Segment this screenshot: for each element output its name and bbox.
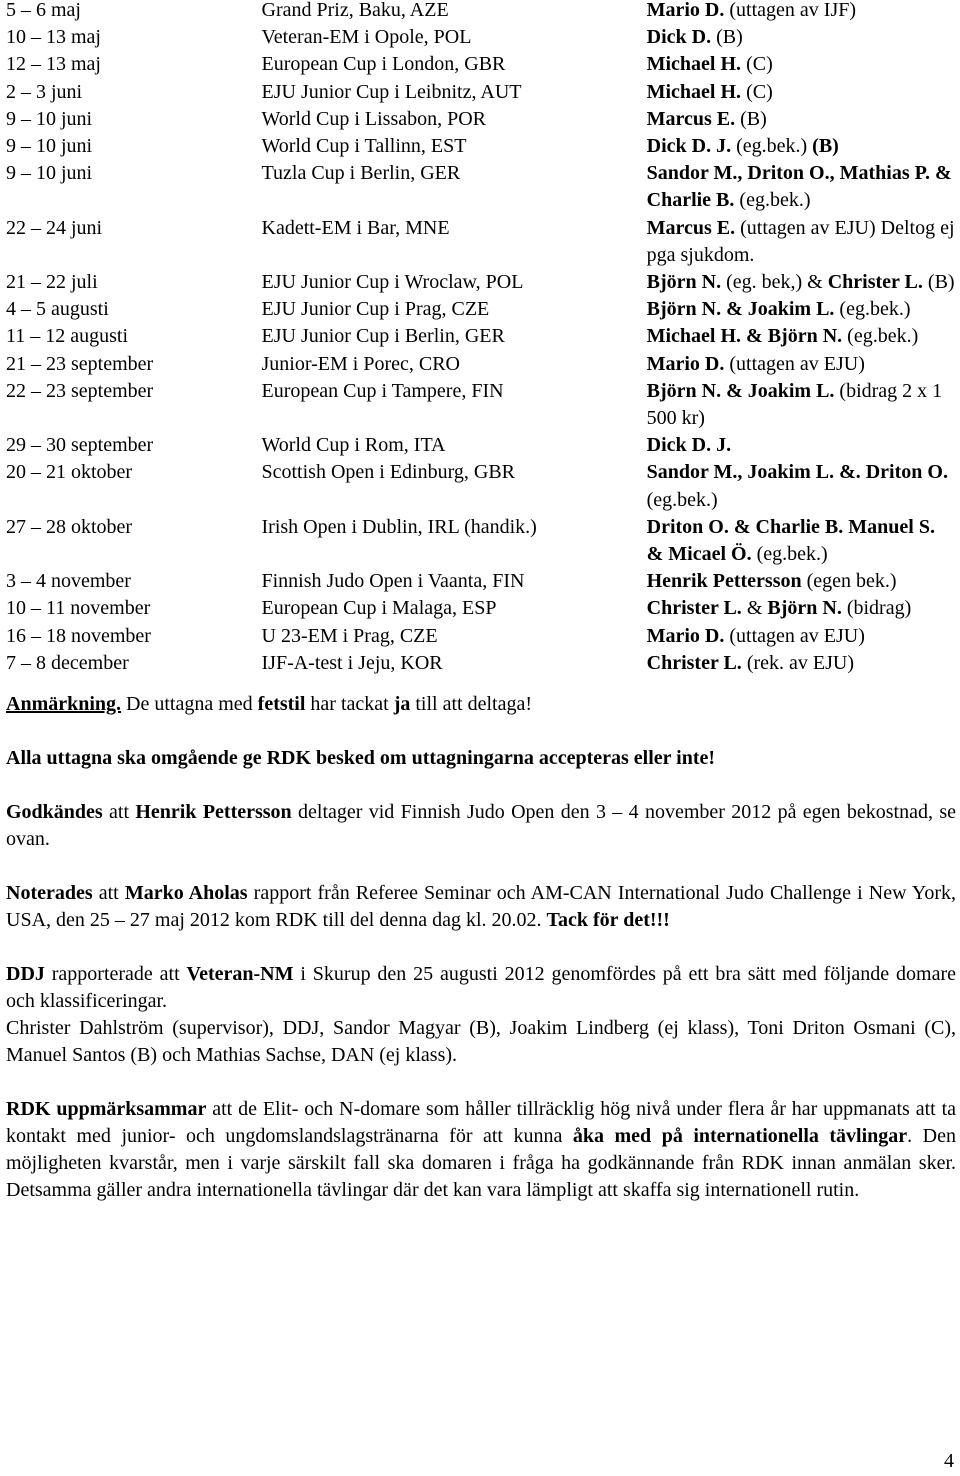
event-date: 29 – 30 september	[6, 434, 154, 457]
event-participants	[647, 0, 956, 24]
godkandes-text-1: att	[102, 801, 136, 824]
event-name: European Cup i Tampere, FIN	[261, 379, 504, 402]
event-row	[6, 51, 956, 78]
participant-text: Dick D. J.	[646, 434, 732, 457]
noterades-thanks: Tack för det!!!	[546, 909, 670, 932]
event-participants	[647, 459, 956, 513]
rdk-bold: åka med på internationella tävlingar	[572, 1125, 908, 1148]
event-participants	[647, 514, 956, 568]
event-name: Junior-EM i Porec, CRO	[261, 352, 460, 375]
participant-text: Marcus E.	[646, 107, 741, 130]
event-date: 7 – 8 december	[6, 651, 129, 674]
noterades-text-2: rapport från Referee Seminar och AM-CAN International Judo Challenge i New York, USA, den 25 – 27 maj 2012 kom RDK till del denna dag kl. 20.02.	[6, 882, 956, 932]
participant-text: (rek. av EJU)	[746, 651, 854, 674]
participant-text: Christer L.	[827, 271, 928, 294]
event-row	[6, 623, 956, 650]
participant-text: Driton O. & Charlie B. Manuel S. & Micael Ö.	[646, 515, 935, 566]
event-row	[6, 378, 956, 432]
event-date: 10 – 11 november	[6, 597, 151, 620]
event-row	[6, 568, 956, 595]
participant-text: Christer L.	[646, 597, 747, 620]
event-date: 27 – 28 oktober	[6, 515, 133, 538]
participant-text: Michael H.	[646, 53, 747, 76]
event-name: World Cup i Rom, ITA	[261, 434, 446, 457]
note-noterades	[6, 880, 956, 934]
event-row	[6, 323, 956, 350]
event-date: 9 – 10 juni	[6, 162, 93, 185]
participant-text: (B)	[740, 107, 767, 130]
event-date: 11 – 12 augusti	[6, 325, 129, 348]
event-row	[6, 514, 956, 568]
participant-text: Dick D.	[646, 26, 717, 49]
event-row	[6, 133, 956, 160]
event-date: 21 – 22 juli	[6, 271, 98, 294]
participant-text: Björn N.	[646, 271, 727, 294]
event-row	[6, 160, 956, 214]
event-date: 9 – 10 juni	[6, 135, 93, 158]
alla-uttagna-text: Alla uttagna ska omgående ge RDK besked om uttagningarna accepteras eller inte!	[6, 747, 716, 770]
event-date: 22 – 24 juni	[6, 216, 103, 239]
page-number: 4	[944, 1450, 954, 1472]
participant-text: (B)	[927, 271, 955, 294]
participant-text: Mario D.	[646, 0, 725, 21]
event-date: 20 – 21 oktober	[6, 461, 133, 484]
participant-text: Christer L.	[646, 651, 747, 674]
participant-text: (eg.bek.)	[847, 325, 919, 348]
participant-text: (egen bek.)	[806, 570, 897, 593]
participant-text: Sandor M., Joakim L. &. Driton O.	[646, 461, 948, 484]
participant-text: Michael H.	[646, 80, 747, 103]
event-row	[6, 79, 956, 106]
noterades-name: Marko Aholas	[124, 882, 248, 905]
event-row	[6, 296, 956, 323]
participant-text: Björn N. & Joakim L.	[646, 298, 840, 321]
participant-text: (uttagen av EJU)	[729, 352, 865, 375]
event-name: EJU Junior Cup i Wroclaw, POL	[261, 271, 524, 294]
participant-text: (eg. bek,) &	[726, 271, 828, 294]
remark-text-1: De uttagna med	[121, 693, 258, 716]
event-date: 2 – 3 juni	[6, 80, 83, 103]
note-alla-uttagna	[6, 745, 956, 772]
event-name: European Cup i London, GBR	[261, 53, 506, 76]
event-date: 22 – 23 september	[6, 379, 154, 402]
event-row	[6, 432, 956, 459]
participant-text: Mario D.	[646, 624, 730, 647]
document-page	[6, 0, 956, 1204]
event-row	[6, 0, 956, 24]
participant-text: (uttagen av IJF)	[724, 0, 857, 21]
event-participants	[647, 623, 956, 650]
rdk-label: RDK uppmärksammar	[6, 1098, 207, 1121]
ddj-referee-list: Christer Dahlström (supervisor), DDJ, Sandor Magyar (B), Joakim Lindberg (ej klass), Toni Driton Osmani (C), Manuel Santos (B) och Mathias Sachse, DAN (ej klass).	[6, 1017, 956, 1067]
godkandes-label: Godkändes	[6, 801, 103, 824]
participant-text: (C)	[746, 80, 773, 103]
participant-text: (eg.bek.)	[646, 488, 718, 511]
participant-text: (bidrag)	[846, 597, 912, 620]
event-row	[6, 24, 956, 51]
remark-bold-fetstil: fetstil	[257, 693, 306, 716]
event-participants	[647, 24, 956, 51]
rdk-text-1: att de Elit- och N-domare som håller tillräcklig hög nivå under flera år har uppmanats att ta kontakt med junior- och ungdomslandslagstränarna för att kunna	[6, 1098, 956, 1148]
events-table	[6, 0, 956, 677]
event-name: EJU Junior Cup i Prag, CZE	[261, 298, 490, 321]
event-name: Irish Open i Dublin, IRL (handik.)	[261, 515, 537, 538]
participant-text: (eg.bek.)	[756, 543, 828, 566]
event-participants	[647, 79, 956, 106]
ddj-label: DDJ	[6, 963, 45, 986]
event-name: EJU Junior Cup i Berlin, GER	[261, 325, 505, 348]
note-rdk	[6, 1096, 956, 1204]
note-godkandes	[6, 799, 956, 853]
remark-bold-ja: ja	[393, 693, 411, 716]
event-row	[6, 215, 956, 269]
rdk-text-2: . Den möjligheten kvarstår, men i varje särskilt fall ska domaren i fråga ha godkännande från RDK innan anmälan sker. Detsamma gäller andra internationella tävlingar där det kan vara lämpligt att skaffa sig internationell rutin.	[6, 1125, 956, 1202]
participant-text: (uttagen av EJU) Deltog ej pga sjukdom.	[646, 216, 955, 266]
event-date: 10 – 13 maj	[6, 26, 101, 49]
participant-text: &	[746, 597, 768, 620]
remark-text-3: till att deltaga!	[410, 693, 532, 716]
participant-text: Sandor M., Driton O., Mathias P. & Charlie B.	[646, 162, 952, 212]
event-name: EJU Junior Cup i Leibnitz, AUT	[261, 80, 522, 103]
participant-text: (eg.bek.)	[736, 135, 813, 158]
event-row	[6, 595, 956, 622]
event-participants	[647, 595, 956, 622]
remark-text-2: har tackat	[305, 693, 394, 716]
event-participants	[647, 269, 956, 296]
event-date: 4 – 5 augusti	[6, 298, 109, 321]
noterades-label: Noterades	[6, 882, 93, 905]
godkandes-text-2: deltager vid Finnish Judo Open den 3 – 4 november 2012 på egen bekostnad, se ovan.	[6, 801, 956, 851]
event-name: Kadett-EM i Bar, MNE	[261, 216, 450, 239]
ddj-text-2: i Skurup den 25 augusti 2012 genomfördes på ett bra sätt med följande domare och klassificeringar.	[6, 963, 956, 1013]
participant-text: (C)	[746, 53, 773, 76]
participant-text: (B)	[716, 26, 743, 49]
event-participants	[647, 51, 956, 78]
event-name: IJF-A-test i Jeju, KOR	[261, 651, 443, 674]
participant-text: (eg.bek.)	[739, 189, 811, 212]
event-name: U 23-EM i Prag, CZE	[261, 624, 438, 647]
event-participants	[647, 296, 956, 323]
remark-label: Anmärkning.	[6, 693, 122, 716]
participant-text: (uttagen av EJU)	[729, 624, 865, 647]
note-ddj	[6, 961, 956, 1069]
participant-text: Björn N. & Joakim L.	[646, 379, 840, 402]
event-name: World Cup i Tallinn, EST	[261, 135, 467, 158]
participant-text: (eg.bek.)	[839, 298, 911, 321]
event-participants	[647, 378, 956, 432]
event-name: Tuzla Cup i Berlin, GER	[261, 162, 461, 185]
event-participants	[647, 215, 956, 269]
event-name: Veteran-EM i Opole, POL	[261, 26, 472, 49]
event-name: Finnish Judo Open i Vaanta, FIN	[261, 570, 525, 593]
noterades-text-1: att	[92, 882, 125, 905]
event-participants	[647, 160, 956, 214]
event-date: 16 – 18 november	[6, 624, 151, 647]
event-participants	[647, 106, 956, 133]
event-name: Scottish Open i Edinburg, GBR	[261, 461, 516, 484]
event-name: World Cup i Lissabon, POR	[261, 107, 487, 130]
ddj-event: Veteran-NM	[186, 963, 294, 986]
event-row	[6, 269, 956, 296]
event-row	[6, 650, 956, 677]
participant-text: Henrik Pettersson	[646, 570, 807, 593]
event-date: 3 – 4 november	[6, 570, 131, 593]
participant-text: (B)	[812, 135, 839, 158]
event-name: European Cup i Malaga, ESP	[261, 597, 497, 620]
event-row	[6, 106, 956, 133]
participant-text: Michael H. & Björn N.	[646, 325, 848, 348]
participant-text: Marcus E.	[646, 216, 741, 239]
event-participants	[647, 351, 956, 378]
ddj-text-1: rapporterade att	[44, 963, 187, 986]
event-participants	[647, 323, 956, 350]
event-date: 21 – 23 september	[6, 352, 154, 375]
event-date: 9 – 10 juni	[6, 107, 93, 130]
event-name: Grand Priz, Baku, AZE	[261, 0, 449, 21]
note-remark	[6, 691, 956, 718]
event-participants	[647, 650, 956, 677]
events-table-body	[6, 0, 956, 677]
participant-text: Dick D. J.	[646, 135, 737, 158]
event-row	[6, 351, 956, 378]
participant-text: Björn N.	[767, 597, 847, 620]
participant-text: Mario D.	[646, 352, 730, 375]
event-participants	[647, 432, 956, 459]
event-participants	[647, 133, 956, 160]
godkandes-name: Henrik Pettersson	[135, 801, 292, 824]
participant-text: (bidrag 2 x 1 500 kr)	[646, 379, 943, 430]
event-date: 12 – 13 maj	[6, 53, 101, 76]
event-date: 5 – 6 maj	[6, 0, 81, 21]
event-participants	[647, 568, 956, 595]
event-row	[6, 459, 956, 513]
